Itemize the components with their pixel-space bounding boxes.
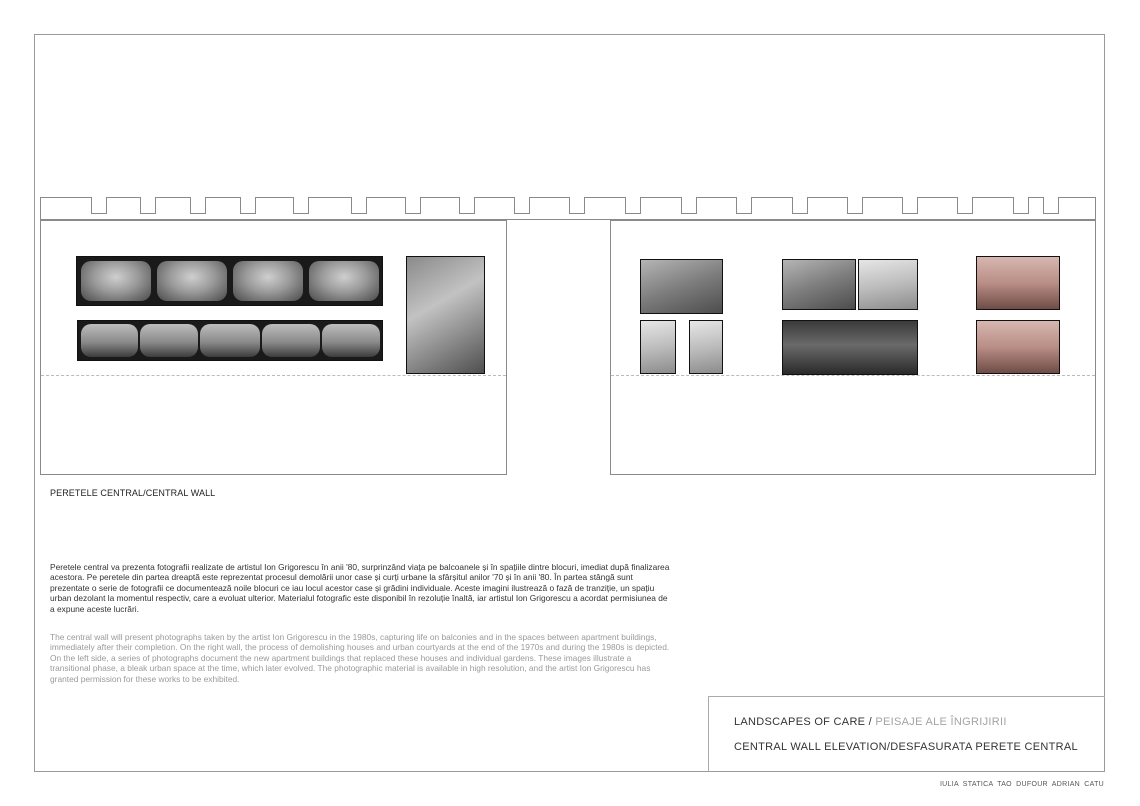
photo-strip-construction [77, 320, 383, 361]
wall-notch [736, 197, 752, 214]
photo-children-playing [406, 256, 485, 374]
photo-frame [322, 324, 380, 357]
wall-notch [569, 197, 585, 214]
wall-notch [902, 197, 918, 214]
photo-doorway [640, 320, 676, 374]
photo-frame [233, 261, 303, 301]
left-wall-eye-line [41, 375, 506, 376]
wall-notch [459, 197, 475, 214]
photo-frame [157, 261, 227, 301]
wall-notch [240, 197, 256, 214]
wall-notch [625, 197, 641, 214]
wall-notch [792, 197, 808, 214]
photo-frame [262, 324, 320, 357]
description-english: The central wall will present photographs taken by the artist Ion Grigorescu in the 1980s, capturing life on balconies and in the spaces between apartment buildings, immediately after their completion. On the right wall, the process of demolishing houses and urban courtyards at the end of the 1970s and during the 1980s is depicted. On the left side, a series of photographs document the new apartment buildings that replaced these houses and individual gardens. These images illustrate a transitional phase, a bleak urban space at the time, which later evolved. The photographic material is available in high resolution, and the artist Ion Grigorescu has granted permission for these works to be exhibited. [50, 632, 670, 684]
photo-sepia-cityscape-1 [976, 256, 1060, 310]
wall-top-band [40, 197, 1096, 220]
wall-notch [91, 197, 107, 214]
wall-notch [847, 197, 863, 214]
wall-notch [351, 197, 367, 214]
wall-notch [1043, 197, 1059, 214]
photo-family-interior [640, 259, 723, 314]
photo-frame [140, 324, 198, 357]
description-romanian: Peretele central va prezenta fotografii realizate de artistul Ion Grigorescu în anii '80, surprinzând viața pe balcoanele și în spațiile dintre blocuri, imediat după finalizarea acestora. Pe peretele din partea dreaptă este reprezentat procesul demolării unor case și curți urbane la sfârșitul anilor '70 și în anii '80. În partea stângă sunt prezentate o serie de fotografii ce documentează noile blocuri ce iau locul acestor case și grădini individuale. Aceste imagini ilustrează o fază de tranziție, un spațiu urban dezolant la momentul respectiv, care a evoluat ulterior. Materialul fotografic este disponibil în rezoluție înaltă, iar artistul Ion Grigorescu a acordat permisiunea de a expune aceste lucrări. [50, 562, 670, 614]
photo-frame [200, 324, 260, 357]
photo-film-strip-blocks [76, 256, 383, 306]
photo-sepia-cityscape-2 [976, 320, 1060, 374]
photo-demolished-house [782, 259, 856, 310]
photo-ruined-house [858, 259, 918, 310]
photo-frame [81, 324, 138, 357]
wall-notch [1013, 197, 1029, 214]
drawing-subtitle: CENTRAL WALL ELEVATION/DESFASURATA PERETE CENTRAL [734, 741, 1078, 753]
wall-notch [190, 197, 206, 214]
photo-frame [81, 261, 151, 301]
wall-notch [293, 197, 309, 214]
wall-notch [681, 197, 697, 214]
authors-credit: IULIA STATICA TAO DUFOUR ADRIAN CATU [939, 781, 1104, 788]
wall-notch [957, 197, 973, 214]
right-wall-eye-line [611, 375, 1095, 376]
section-caption: PERETELE CENTRAL/CENTRAL WALL [50, 488, 216, 498]
project-title-separator: / [865, 716, 876, 728]
wall-notch [140, 197, 156, 214]
project-title-ro: PEISAJE ALE ÎNGRIJIRII [875, 716, 1007, 728]
title-block [708, 696, 1105, 772]
wall-notch [514, 197, 530, 214]
photo-window [689, 320, 723, 374]
wall-notch [405, 197, 421, 214]
project-title-en: LANDSCAPES OF CARE [734, 716, 866, 728]
project-title [734, 716, 1007, 728]
photo-overgrown-lot [782, 320, 918, 375]
photo-frame [309, 261, 379, 301]
